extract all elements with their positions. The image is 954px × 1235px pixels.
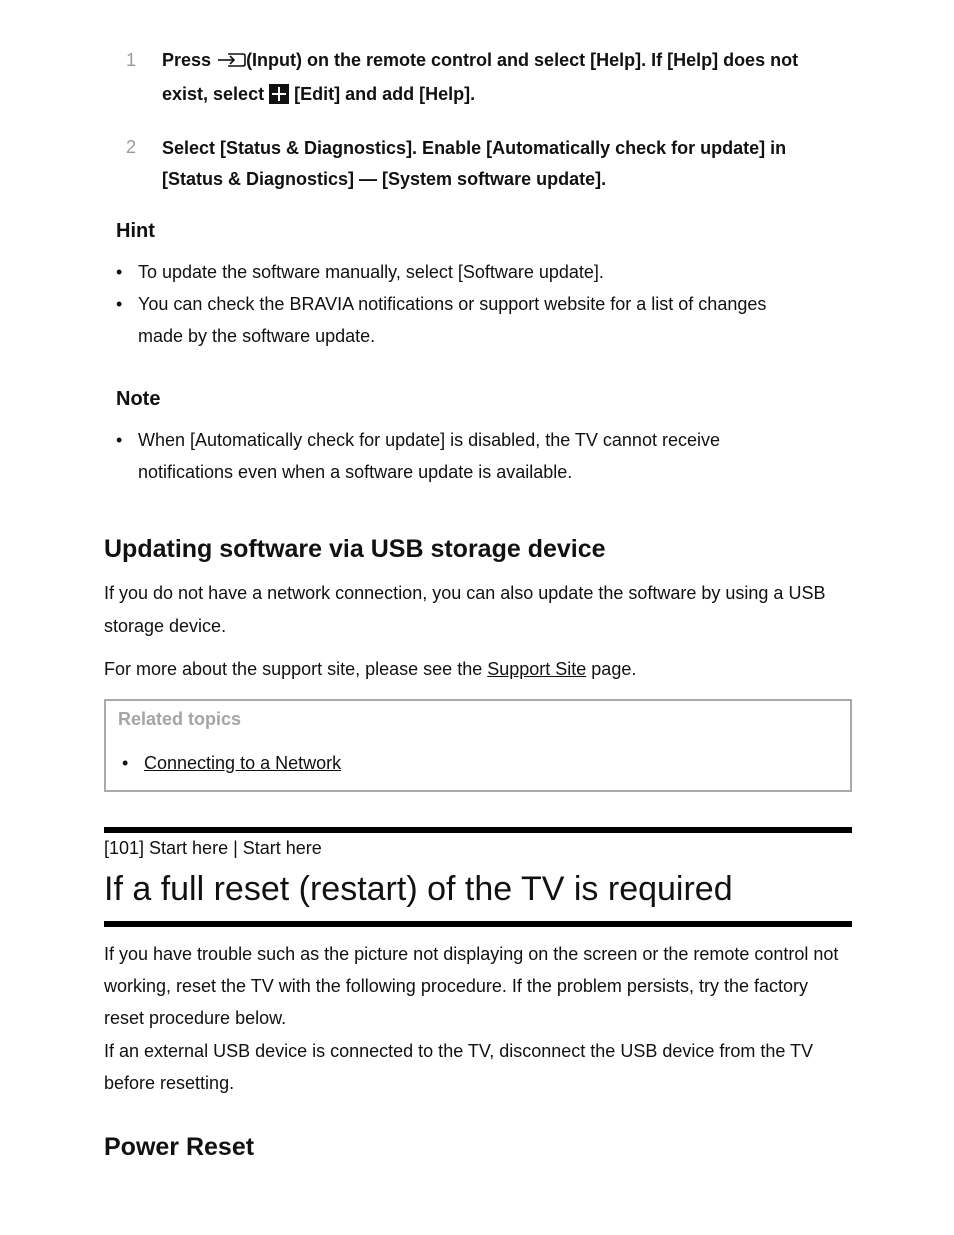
bottom-rule xyxy=(104,921,852,927)
note-list xyxy=(116,424,776,488)
related-topics-list xyxy=(122,747,341,779)
power-reset-heading: Power Reset xyxy=(104,1133,255,1161)
list-item xyxy=(122,747,341,779)
section-heading: Updating software via USB storage device xyxy=(104,535,606,563)
page-title: If a full reset (restart) of the TV is required xyxy=(104,870,733,908)
usb-paragraph: If you do not have a network connection, you can also update the software by using a USB storage device. xyxy=(104,583,826,636)
related-topics-box xyxy=(104,699,852,792)
support-text-before: For more about the support site, please see the xyxy=(104,659,488,679)
step-number: 2 xyxy=(126,137,137,157)
list-item: • You can check the BRAVIA notifications or support website for a list of changes made by the software update. xyxy=(116,288,816,352)
reset-paragraph-1: If you have trouble such as the picture not displaying on the screen or the remote control not working, reset the TV with the following procedure. If the problem persists, try the factory reset procedure below. xyxy=(104,944,839,1028)
breadcrumb: [101] Start here | Start here xyxy=(104,838,322,858)
input-icon xyxy=(216,48,246,79)
note-heading: Note xyxy=(116,388,161,410)
support-text-after: page. xyxy=(586,659,637,679)
reset-paragraph-2: If an external USB device is connected to the TV, disconnect the USB device from the TV before resetting. xyxy=(104,1041,814,1093)
related-link-network[interactable]: Connecting to a Network xyxy=(144,753,342,773)
top-rule xyxy=(104,827,852,833)
list-item: • To update the software manually, select [Software update]. xyxy=(116,256,816,288)
hint-list xyxy=(116,256,816,352)
support-paragraph xyxy=(104,653,854,686)
step-1-part3: [Edit] and add [Help]. xyxy=(294,84,476,104)
step-1-part1: Press xyxy=(162,50,212,70)
step-1-part2: (Input) on the remote control and select [Help]. If [Help] does not exist, select xyxy=(162,50,799,104)
hint-heading: Hint xyxy=(116,220,155,242)
step-number: 1 xyxy=(126,50,137,70)
related-topics-title: Related topics xyxy=(118,709,242,729)
list-item: • When [Automatically check for update] is disabled, the TV cannot receive notifications even when a software update is available. xyxy=(116,424,776,488)
support-site-link[interactable]: Support Site xyxy=(487,659,587,679)
plus-icon xyxy=(269,84,289,104)
step-1-text xyxy=(162,45,842,110)
step-2-text: Select [Status & Diagnostics]. Enable [Automatically check for update] in [Status & Diagnostics] — [System software update]. xyxy=(162,138,787,189)
